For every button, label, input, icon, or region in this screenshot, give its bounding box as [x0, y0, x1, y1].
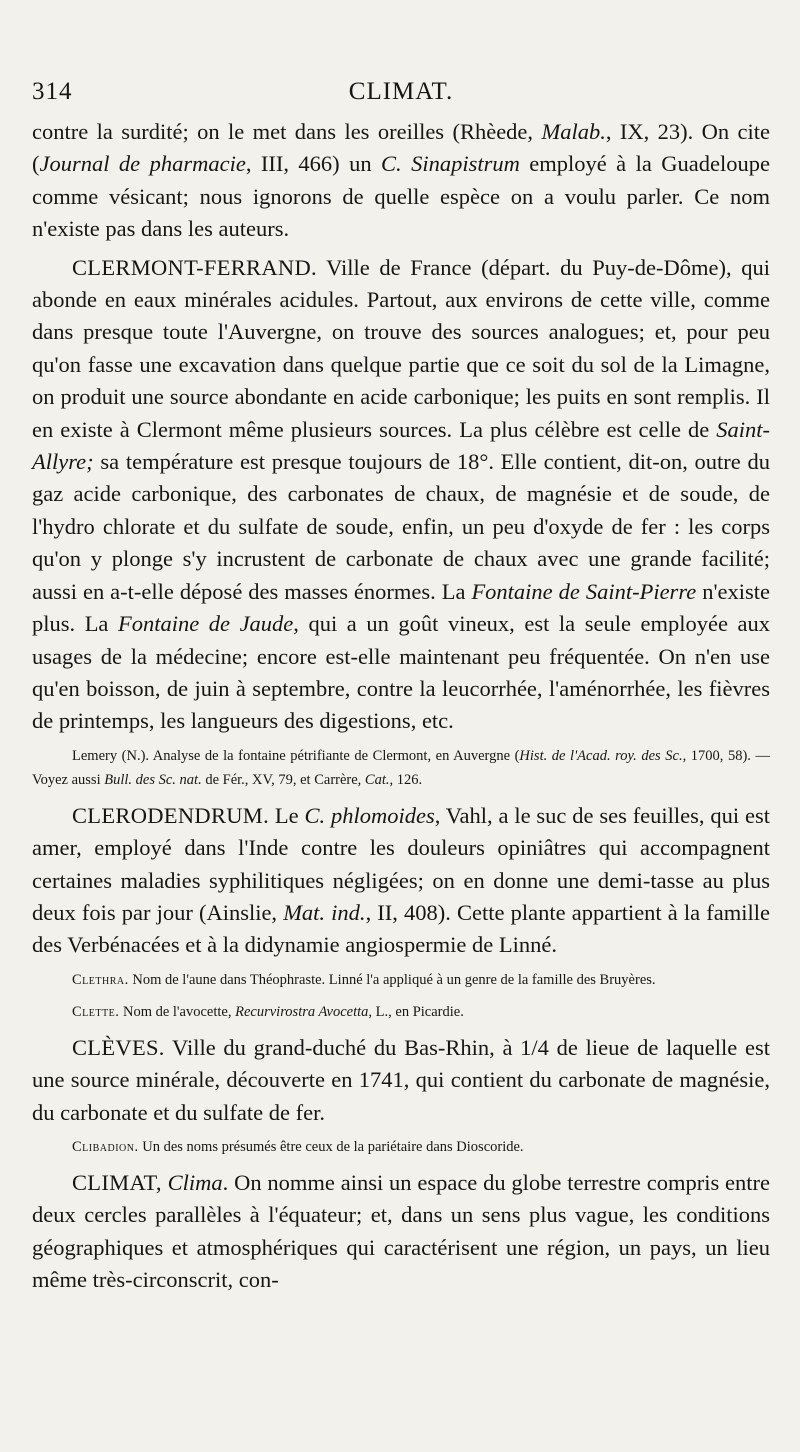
entry-clette — [32, 1000, 770, 1024]
text-run: , Vahl, a le suc de ses feuilles, qui est amer, employé dans l'Inde contre les douleurs opiniâtres qui accompagnent certaines maladies syphilitiques négligées; on en donne une demi-tasse au plus deux fois par jour (Ainslie, — [32, 802, 770, 925]
italic-run: Fontaine de Jaude — [117, 611, 294, 637]
text-run: de Fér., XV, 79, et Carrère, — [201, 771, 365, 788]
italic-run: Bull. des Sc. nat. — [104, 771, 202, 788]
text-run: , III, 466) un — [245, 151, 382, 177]
italic-run: C. phlomoides — [304, 802, 435, 828]
text-run: contre la surdité; on le met dans les oreilles (Rhèede, — [32, 119, 542, 144]
text-run: , 1700, 58). — Voyez aussi — [32, 747, 770, 788]
text-run: Lemery (N.). Analyse de la fontaine pétrifiante de Clermont, en Auvergne ( — [72, 747, 520, 764]
text-run: Un des noms présumés être ceux de la pariétaire dans Dioscoride. — [138, 1138, 524, 1155]
page-body — [32, 116, 770, 1297]
entry-clermont-ferrand — [32, 252, 770, 738]
text-run: , qui a un goût vineux, est la seule employée aux usages de la médecine; encore est-elle maintenant peu fréquentée. On n'en use qu'en boisson, de juin à septembre, contre la leucorrhée, l'aménorrhée, les fièvres de printemps, les langueurs des digestions, etc. — [32, 611, 770, 734]
text-run: , 126. — [389, 771, 423, 788]
italic-run: Clima — [167, 1169, 223, 1195]
italic-run: Hist. de l'Acad. roy. des Sc. — [519, 747, 683, 764]
headword: CLÈVES. — [72, 1034, 165, 1060]
text-run: Ville de France (départ. du Puy-de-Dôme), qui abonde en eaux minérales acidules. Partout, aux environs de cette ville, comme dans presque toute l'Auvergne, on trouve des sources analogues; et, pour peu qu'on fasse une excavation dans quelque partie que ce soit du sol de la Limagne, on produit une source abondante en acide carbonique; les puits en sont remplis. Il en existe à Clermont même plusieurs sources. La plus célèbre est celle de — [32, 254, 770, 442]
italic-run: Mat. ind. — [283, 899, 366, 925]
headword: CLIMAT, — [72, 1169, 162, 1195]
running-title: CLIMAT. — [348, 78, 454, 105]
text-run: , L., en Picardie. — [368, 1003, 464, 1020]
entry-sinapistrum-cont — [32, 116, 770, 246]
italic-run: Cat. — [364, 771, 390, 788]
italic-run: C. Sinapistrum — [381, 151, 520, 177]
entry-cleves — [32, 1032, 770, 1129]
italic-run: Journal de pharmacie — [39, 151, 246, 177]
entry-clethra — [32, 968, 770, 992]
entry-clerodendrum — [32, 800, 770, 962]
entry-clibadion — [32, 1135, 770, 1159]
text-run: employé à la Guadeloupe comme vésicant; nous ignorons de quelle espèce on a voulu parler. Ce nom n'existe pas dans les auteurs. — [32, 151, 770, 242]
headword: Clethra. — [72, 971, 129, 988]
headword: CLERMONT-FERRAND. — [72, 254, 317, 280]
page-header — [32, 72, 770, 116]
text-run: Nom de l'aune dans Théophraste. Linné l'a appliqué à un genre de la famille des Bruyères. — [128, 971, 656, 988]
text-run: n'existe plus. La — [32, 578, 770, 637]
text-run: , II, 408). Cette plante appartient à la famille des Verbénacées et à la didynamie angiospermie de Linné. — [32, 899, 770, 958]
headword: Clibadion. — [72, 1138, 139, 1155]
text-run: . On nomme ainsi un espace du globe terrestre compris entre deux cercles parallèles à l'équateur; et, dans un sens plus vague, les conditions géographiques et atmosphériques qui caractérisent une région, un pays, un lieu même très-circonscrit, con- — [32, 1169, 771, 1293]
entry-climat — [32, 1167, 770, 1297]
text-run: Le — [269, 802, 305, 828]
text-run: sa température est presque toujours de 18°. Elle contient, dit-on, outre du gaz acide carbonique, des carbonates de chaux, de magnésie et de soude, de l'hydro chlorate et du sulfate de soude, enfin, un peu d'oxyde de fer : les corps qu'on y plonge s'y incrustent de carbonate de chaux avec une grande facilité; aussi en a-t-elle déposé des masses énormes. La — [32, 449, 770, 604]
text-run: , IX, 23). On cite ( — [32, 119, 771, 177]
text-run: Ville du grand-duché du Bas-Rhin, à 1/4 de lieue de laquelle est une source minérale, découverte en 1741, qui contient du carbonate de magnésie, du carbonate et du sulfate de fer. — [32, 1034, 770, 1125]
text-run: Nom de l'avocette, — [119, 1003, 236, 1020]
italic-run: Recurvirostra Avocetta — [235, 1003, 369, 1020]
italic-run: Fontaine de Saint-Pierre — [471, 578, 697, 604]
headword: Clette. — [72, 1003, 120, 1020]
italic-run: Saint-Allyre; — [32, 416, 770, 475]
headword: CLERODENDRUM. — [72, 802, 270, 828]
entry-lemery-ref — [32, 744, 770, 792]
page-number: 314 — [32, 78, 73, 105]
italic-run: Malab. — [541, 119, 606, 144]
